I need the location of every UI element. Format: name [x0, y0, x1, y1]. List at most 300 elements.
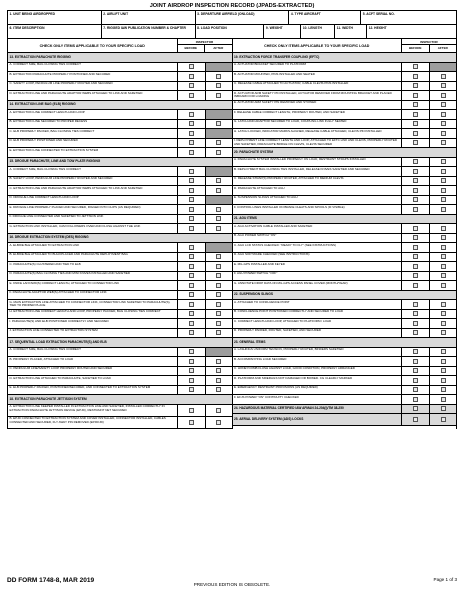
- inspector-label: INSPECTOR: [402, 39, 456, 45]
- after-checkbox[interactable]: [441, 273, 446, 278]
- before-cell: [402, 177, 429, 186]
- before-cell: [402, 348, 429, 357]
- checklist-item-label: B. EXTRACTION PARACHUTE PROPERLY POSITIONED AND SECURED: [8, 72, 178, 81]
- checklist-row: [8, 186, 232, 196]
- after-checkbox[interactable]: [441, 159, 446, 164]
- after-checkbox[interactable]: [441, 112, 446, 117]
- before-checkbox[interactable]: [189, 93, 194, 98]
- before-checkbox[interactable]: [189, 112, 194, 117]
- after-checkbox[interactable]: [441, 226, 446, 231]
- before-checkbox[interactable]: [189, 226, 194, 231]
- after-cell: [205, 167, 232, 176]
- section-title: 22. SUSPENSION SLINGS: [234, 292, 273, 297]
- before-checkbox[interactable]: [189, 408, 194, 413]
- checklist-item-label: B. CONFLUENCE POINT POSITIONED CORRECTLY AND SECURED TO LOAD: [233, 310, 403, 319]
- before-cell: [178, 243, 205, 252]
- section-header-row: [8, 53, 232, 63]
- before-checkbox[interactable]: [189, 197, 194, 202]
- before-checkbox[interactable]: [189, 321, 194, 326]
- before-checkbox[interactable]: [413, 112, 418, 117]
- checklist-item-label: A. ATTACHED TO CONFLUENCE POINT: [233, 300, 403, 309]
- after-checkbox[interactable]: [216, 264, 221, 269]
- after-cell: [205, 262, 232, 271]
- before-checkbox[interactable]: [413, 387, 418, 392]
- after-checkbox[interactable]: [216, 188, 221, 193]
- after-checkbox[interactable]: [441, 74, 446, 79]
- before-checkbox[interactable]: [189, 178, 194, 183]
- before-checkbox[interactable]: [413, 169, 418, 174]
- checklist-row: [8, 177, 232, 187]
- after-cell: [205, 186, 232, 195]
- after-cell: [205, 82, 232, 91]
- section-title: 16. DROGUE EXTRACTION SYSTEM (DES) RIGGING: [9, 235, 89, 240]
- before-cell: [402, 386, 429, 395]
- checklist-item-label: A. EXTRACTION LINE KEEPER INSTALLED IN EXTRACTION LINE AND SAFETIED, INSTALLED CORRECTLY IN EXTRACTION PARACHUTE JETTISON DEVICE (EPJD), RESTRAINT NET SECURED: [8, 405, 178, 416]
- before-checkbox[interactable]: [189, 207, 194, 212]
- checklist-row: [233, 91, 457, 101]
- checklist-row: [233, 243, 457, 253]
- inspector-label: INSPECTOR: [178, 39, 232, 45]
- section-title: 13. EXTRACTION PARACHUTE RIGGING: [9, 54, 71, 59]
- form-page: [7, 3, 457, 591]
- before-checkbox[interactable]: [189, 169, 194, 174]
- before-checkbox[interactable]: [413, 226, 418, 231]
- before-cell: [178, 310, 205, 319]
- before-checkbox[interactable]: [413, 330, 418, 335]
- after-checkbox[interactable]: [216, 140, 221, 145]
- before-checkbox[interactable]: [413, 245, 418, 250]
- after-cell: [205, 300, 232, 309]
- after-cell: [429, 310, 456, 319]
- checklist-item-label: B. ACCOMPANYING LOAD SECURED: [233, 357, 403, 366]
- after-checkbox[interactable]: [216, 283, 221, 288]
- after-cell: [205, 91, 232, 100]
- before-cell: [178, 129, 205, 138]
- after-checkbox[interactable]: [441, 169, 446, 174]
- before-checkbox[interactable]: [413, 368, 418, 373]
- checklist-item-label: E. ACTUATOR ARM SAFETY PIN REMOVED AND STOWED: [233, 101, 403, 110]
- after-checkbox[interactable]: [216, 150, 221, 155]
- checklist-row: [8, 417, 232, 429]
- unit-airdropped-field[interactable]: 1. UNIT BEING AIRDROPPED: [8, 11, 102, 25]
- checklist-row: [8, 148, 232, 158]
- after-checkbox[interactable]: [216, 387, 221, 392]
- checklist-item-label: I. PARACHUTE(S) AND ELB POSITIONED CORRECTLY AND SECURED: [8, 319, 178, 328]
- after-checkbox[interactable]: [441, 121, 446, 126]
- after-checkbox[interactable]: [441, 207, 446, 212]
- checklist-row: [233, 272, 457, 282]
- after-checkbox[interactable]: [441, 188, 446, 193]
- section-header-row: [233, 405, 457, 415]
- before-checkbox[interactable]: [189, 378, 194, 383]
- before-checkbox[interactable]: [189, 188, 194, 193]
- after-cell: [205, 120, 232, 129]
- before-checkbox[interactable]: [413, 283, 418, 288]
- after-cell: [429, 196, 456, 205]
- before-cell: [178, 253, 205, 262]
- checklist-row: [8, 262, 232, 272]
- after-checkbox[interactable]: [216, 408, 221, 413]
- after-checkbox[interactable]: [216, 368, 221, 373]
- after-cell: [205, 272, 232, 281]
- after-checkbox[interactable]: [216, 83, 221, 88]
- before-checkbox[interactable]: [413, 397, 418, 402]
- before-checkbox[interactable]: [413, 254, 418, 259]
- after-checkbox[interactable]: [441, 321, 446, 326]
- before-cell: [178, 329, 205, 338]
- after-checkbox[interactable]: [441, 102, 446, 107]
- checklist-row: [233, 205, 457, 215]
- after-checkbox[interactable]: [441, 349, 446, 354]
- checklist-row: [233, 72, 457, 82]
- checklist-item-label: H. LATCH LOCKED, INDICATOR MARKS ALIGNED, RELEASE CABLE ATTACHED, CLEVIS PIN INSTALLED: [233, 129, 403, 138]
- after-cell: [429, 120, 456, 129]
- before-checkbox[interactable]: [413, 93, 418, 98]
- section-header-row: [233, 338, 457, 348]
- before-checkbox[interactable]: [189, 273, 194, 278]
- after-checkbox[interactable]: [441, 302, 446, 307]
- left-column: [8, 39, 233, 429]
- before-cell: [178, 417, 205, 428]
- before-cell: [402, 129, 429, 138]
- checklist-item-label: F. RELEASE CABLE CORRECT LENGTH, PROPERLY ROUTED, AND SAFETIED: [233, 110, 403, 119]
- section-title: 14. EXTRACTION LINE BAG (ELB) RIGGING: [9, 102, 76, 107]
- after-checkbox[interactable]: [216, 420, 221, 425]
- section-header-row: [233, 148, 457, 158]
- before-checkbox[interactable]: [413, 140, 418, 145]
- checklist-row: [8, 253, 232, 263]
- before-cell: [402, 405, 429, 414]
- before-cell: [178, 348, 205, 357]
- after-checkbox[interactable]: [216, 254, 221, 259]
- checklist-row: [8, 129, 232, 139]
- load-position-field[interactable]: 8. LOAD POSITION: [196, 25, 265, 39]
- after-checkbox[interactable]: [216, 378, 221, 383]
- before-checkbox[interactable]: [189, 264, 194, 269]
- checklist-item-label: B. ELB/DE BLE ATTACHED TO BULKIPLACED AND PARACHUTE DEPLOYMENT BAG: [8, 253, 178, 262]
- after-cell: [429, 253, 456, 262]
- after-cell: [205, 357, 232, 366]
- checklist-item-label: E. MIL-GPS INSTALLED AND KEYED: [233, 262, 403, 271]
- right-column: [233, 39, 458, 429]
- before-checkbox[interactable]: [413, 64, 418, 69]
- before-checkbox[interactable]: [413, 359, 418, 364]
- before-checkbox[interactable]: [413, 349, 418, 354]
- after-cell: [429, 414, 456, 425]
- before-cell: [402, 110, 429, 119]
- checklist-item-label: A. CORRECT SIZE, BAG CLOSING TIES CORRECT: [8, 348, 178, 357]
- after-checkbox[interactable]: [441, 417, 446, 422]
- before-cell: [402, 186, 429, 195]
- after-checkbox[interactable]: [216, 330, 221, 335]
- after-cell: [429, 167, 456, 176]
- checklist-row: [8, 215, 232, 225]
- after-checkbox[interactable]: [216, 359, 221, 364]
- after-checkbox[interactable]: [216, 74, 221, 79]
- checklist-item-label: E. ELB PROPERLY PACKED, POSITIONED/SECURED, AND CONNECTED TO EXTRACTION SYSTEM: [8, 386, 178, 395]
- checklist-row: [233, 300, 457, 310]
- checklist-item-label: D. DROGUE LINE CORRECT LENGTH AND LOOP: [8, 196, 178, 205]
- after-checkbox[interactable]: [216, 207, 221, 212]
- before-cell: [178, 120, 205, 129]
- after-cell: [429, 234, 456, 243]
- before-checkbox[interactable]: [189, 254, 194, 259]
- after-cell: [205, 215, 232, 224]
- item-description-field[interactable]: 6. ITEM DESCRIPTION: [8, 25, 102, 39]
- before-checkbox[interactable]: [189, 292, 194, 297]
- checklist-row: [233, 158, 457, 168]
- checklist-item-label: A. LASHINGS UNIFORM TENSION, PROPERLY ROUTED, BINDERS SAFETIED: [233, 348, 403, 357]
- checklist-row: [8, 319, 232, 329]
- checklist-item-label: D. EXTRACTION LINE AND PARACHUTE ADAPTOR WEBS ATTACHED TO LINK AND SAFETIED: [8, 91, 178, 100]
- checklist-row: [8, 91, 232, 101]
- header-row-1: [7, 10, 457, 25]
- after-checkbox[interactable]: [441, 397, 446, 402]
- after-checkbox[interactable]: [441, 283, 446, 288]
- after-checkbox[interactable]: [216, 311, 221, 316]
- width-field[interactable]: 11. WIDTH: [335, 25, 367, 39]
- checklist-item-label: B. DEPLOYMENT BAG CLOSING TIES INSTALLED, RELEASE KNIVES SAFETIED AND SECURED: [233, 167, 403, 176]
- checklist-item-label: H. EXTRACTION LINE CORRECT LENGTH AND LOOP, PROPERLY PACKED, BAG CLOSING TIES CORRECT: [8, 310, 178, 319]
- checklist-row: [233, 348, 457, 358]
- column-header-label: CHECK ONLY ITEMS APPLICABLE TO YOUR SPECIFIC LOAD: [233, 39, 403, 52]
- before-checkbox[interactable]: [413, 178, 418, 183]
- before-cell: [402, 262, 429, 271]
- before-checkbox[interactable]: [189, 311, 194, 316]
- before-checkbox[interactable]: [189, 349, 194, 354]
- after-cell: [429, 224, 456, 233]
- after-cell: [205, 205, 232, 214]
- before-checkbox[interactable]: [413, 188, 418, 193]
- before-checkbox[interactable]: [189, 420, 194, 425]
- before-checkbox[interactable]: [413, 83, 418, 88]
- before-checkbox[interactable]: [413, 273, 418, 278]
- before-checkbox[interactable]: [189, 387, 194, 392]
- after-checkbox[interactable]: [216, 226, 221, 231]
- after-cell: [205, 139, 232, 148]
- acft-serial-field[interactable]: 5. ACFT SERIAL NO.: [361, 11, 457, 25]
- before-cell: [178, 205, 205, 214]
- weight-field[interactable]: 9. WEIGHT: [264, 25, 301, 39]
- before-cell: [402, 357, 429, 366]
- before-checkbox[interactable]: [189, 74, 194, 79]
- before-cell: [178, 405, 205, 416]
- after-checkbox[interactable]: [441, 330, 446, 335]
- after-checkbox[interactable]: [441, 254, 446, 259]
- before-cell: [402, 243, 429, 252]
- checklist-item-label: C. EXTRACTION LINE AND PARACHUTE ADAPTOR WEBS ATTACHED TO LINK AND SAFETIED: [8, 186, 178, 195]
- before-cell: [402, 272, 429, 281]
- after-cell: [205, 148, 232, 157]
- after-checkbox[interactable]: [441, 83, 446, 88]
- checklist-row: [8, 272, 232, 282]
- before-checkbox[interactable]: [189, 216, 194, 221]
- after-cell: [429, 186, 456, 195]
- height-field[interactable]: 12. HEIGHT: [367, 25, 457, 39]
- checklist-row: [8, 300, 232, 310]
- checklist-row: [233, 82, 457, 92]
- after-checkbox[interactable]: [216, 273, 221, 278]
- airlift-unit-field[interactable]: 2. AIRLIFT UNIT: [102, 11, 196, 25]
- before-cell: [178, 281, 205, 290]
- before-cell: [178, 72, 205, 81]
- section-header-row: [8, 158, 232, 168]
- checklist-row: [233, 386, 457, 396]
- before-cell: [402, 72, 429, 81]
- checklist-row: [233, 110, 457, 120]
- before-cell: [402, 139, 429, 148]
- after-cell: [429, 101, 456, 110]
- before-checkbox[interactable]: [413, 197, 418, 202]
- before-checkbox[interactable]: [189, 64, 194, 69]
- before-cell: [178, 376, 205, 385]
- after-cell: [205, 63, 232, 72]
- before-cell: [178, 186, 205, 195]
- checklist-row: [8, 376, 232, 386]
- checklist-row: [8, 82, 232, 92]
- after-cell: [429, 329, 456, 338]
- before-checkbox[interactable]: [413, 235, 418, 240]
- checklist-item-label: C. CORRECT LENGTH AND LOOP, ATTACHED TO PLATFORM / LOAD: [233, 319, 403, 328]
- after-checkbox[interactable]: [441, 235, 446, 240]
- after-cell: [429, 243, 456, 252]
- checklist-row: [8, 291, 232, 301]
- before-checkbox[interactable]: [189, 121, 194, 126]
- checklist-row: [8, 139, 232, 149]
- after-checkbox[interactable]: [441, 245, 446, 250]
- before-checkbox[interactable]: [413, 302, 418, 307]
- checklist-item-label: E. DROGUE LINE PROPERLY PLACED AND SECURED, RIGGED INTO CLIPS (AS REQUIRED): [8, 205, 178, 214]
- before-checkbox[interactable]: [413, 121, 418, 126]
- checklist-row: [8, 205, 232, 215]
- before-cell: [402, 205, 429, 214]
- checklist-row: [8, 348, 232, 358]
- after-checkbox[interactable]: [216, 121, 221, 126]
- checklist-item-label: G. LATCH AND ADAPTOR SECURED TO LOAD, COUPLING LINK FULLY SEATED: [233, 120, 403, 129]
- checklist-row: [8, 72, 232, 82]
- after-checkbox[interactable]: [216, 93, 221, 98]
- before-checkbox[interactable]: [413, 417, 418, 422]
- section-title: 15. DROGUE PARACHUTE, LINE AND TOW PLATE RIGGING: [9, 159, 101, 164]
- after-checkbox[interactable]: [441, 264, 446, 269]
- checklist-row: [233, 224, 457, 234]
- after-checkbox[interactable]: [441, 406, 446, 411]
- checklist-row: [233, 196, 457, 206]
- before-checkbox[interactable]: [413, 264, 418, 269]
- before-checkbox[interactable]: [189, 368, 194, 373]
- before-checkbox[interactable]: [413, 102, 418, 107]
- after-checkbox[interactable]: [441, 131, 446, 136]
- checklist-row: [8, 196, 232, 206]
- before-cell: [178, 148, 205, 157]
- before-checkbox[interactable]: [413, 207, 418, 212]
- checklist-item-label: C. SAFETY LOOP, PENDULUM LINE PROPERLY ROUTED AND SECURED: [8, 82, 178, 91]
- before-label: BEFORE: [178, 45, 206, 52]
- before-cell: [178, 63, 205, 72]
- before-checkbox[interactable]: [413, 311, 418, 316]
- checklist-item-label: D. EXTRACTION LINE ATTACHED TO PARACHUTE, SAFETIED TO LOAD: [8, 376, 178, 385]
- after-checkbox[interactable]: [216, 178, 221, 183]
- after-cell: [429, 205, 456, 214]
- after-cell: [205, 417, 232, 428]
- before-cell: [402, 101, 429, 110]
- before-cell: [402, 319, 429, 328]
- after-checkbox[interactable]: [441, 311, 446, 316]
- form-title: JOINT AIRDROP INSPECTION RECORD (JPADS-EXTRACTED): [149, 3, 315, 9]
- after-cell: [205, 310, 232, 319]
- checklist-row: [233, 120, 457, 130]
- before-cell: [178, 386, 205, 395]
- before-checkbox[interactable]: [189, 83, 194, 88]
- type-aircraft-field[interactable]: 4. TYPE AIRCRAFT: [289, 11, 361, 25]
- after-cell: [429, 129, 456, 138]
- after-checkbox[interactable]: [216, 321, 221, 326]
- checklist-item-label: A. PARACHUTE SYSTEM INSTALLED PROPERLY ON LOAD, RESTRAINT STRAPS INSTALLED: [233, 158, 403, 167]
- before-checkbox[interactable]: [413, 74, 418, 79]
- checklist-row: [233, 63, 457, 73]
- after-checkbox[interactable]: [441, 359, 446, 364]
- before-cell: [178, 177, 205, 186]
- section-title: 20. PARACHUTE SYSTEM: [234, 149, 274, 154]
- before-checkbox[interactable]: [189, 330, 194, 335]
- before-checkbox[interactable]: [189, 283, 194, 288]
- after-checkbox[interactable]: [216, 302, 221, 307]
- before-checkbox[interactable]: [413, 406, 418, 411]
- before-cell: [178, 196, 205, 205]
- after-checkbox[interactable]: [441, 178, 446, 183]
- after-label: AFTER: [213, 46, 224, 50]
- checklist-row: [233, 367, 457, 377]
- after-cell: [205, 72, 232, 81]
- after-checkbox[interactable]: [441, 197, 446, 202]
- after-cell: [429, 158, 456, 167]
- before-checkbox[interactable]: [189, 140, 194, 145]
- before-checkbox[interactable]: [189, 359, 194, 364]
- before-checkbox[interactable]: [189, 131, 194, 136]
- before-cell: [178, 91, 205, 100]
- after-cell: [429, 367, 456, 376]
- before-checkbox[interactable]: [189, 245, 194, 250]
- after-checkbox[interactable]: [441, 140, 446, 145]
- after-label: AFTER: [437, 46, 448, 50]
- checklist-row: [8, 367, 232, 377]
- departure-airfield-field[interactable]: 3. DEPARTURE AIRFIELD (ONLOAD): [196, 11, 290, 25]
- checklist-item-label: G. EXTRACTION LINK INSTALLED, CAM FOLLOWERS OVER AND FLUSH AGAINST THE LINK: [8, 224, 178, 233]
- checklist-row: [8, 224, 232, 234]
- after-checkbox[interactable]: [216, 216, 221, 221]
- checklist-row: [233, 101, 457, 111]
- after-cell: [429, 281, 456, 290]
- before-checkbox[interactable]: [189, 302, 194, 307]
- before-checkbox[interactable]: [413, 378, 418, 383]
- length-field[interactable]: 10. LENGTH: [301, 25, 335, 39]
- after-checkbox[interactable]: [441, 387, 446, 392]
- checklist-item-label: A. EXTRACTION LINE CORRECT LENGTH AND LOOP: [8, 110, 178, 119]
- after-checkbox[interactable]: [441, 93, 446, 98]
- after-checkbox[interactable]: [216, 292, 221, 297]
- before-checkbox[interactable]: [189, 150, 194, 155]
- after-checkbox[interactable]: [441, 368, 446, 373]
- after-cell: [205, 243, 232, 252]
- section-title: 21. AGU ITEMS: [234, 216, 257, 221]
- after-cell: [429, 386, 456, 395]
- before-checkbox[interactable]: [413, 321, 418, 326]
- after-checkbox[interactable]: [441, 378, 446, 383]
- before-checkbox[interactable]: [413, 131, 418, 136]
- rigged-iaw-field[interactable]: 7. RIGGED IAW PUBLICATION NUMBER & CHAPTER: [102, 25, 196, 39]
- checklist-row: [233, 319, 457, 329]
- before-checkbox[interactable]: [413, 159, 418, 164]
